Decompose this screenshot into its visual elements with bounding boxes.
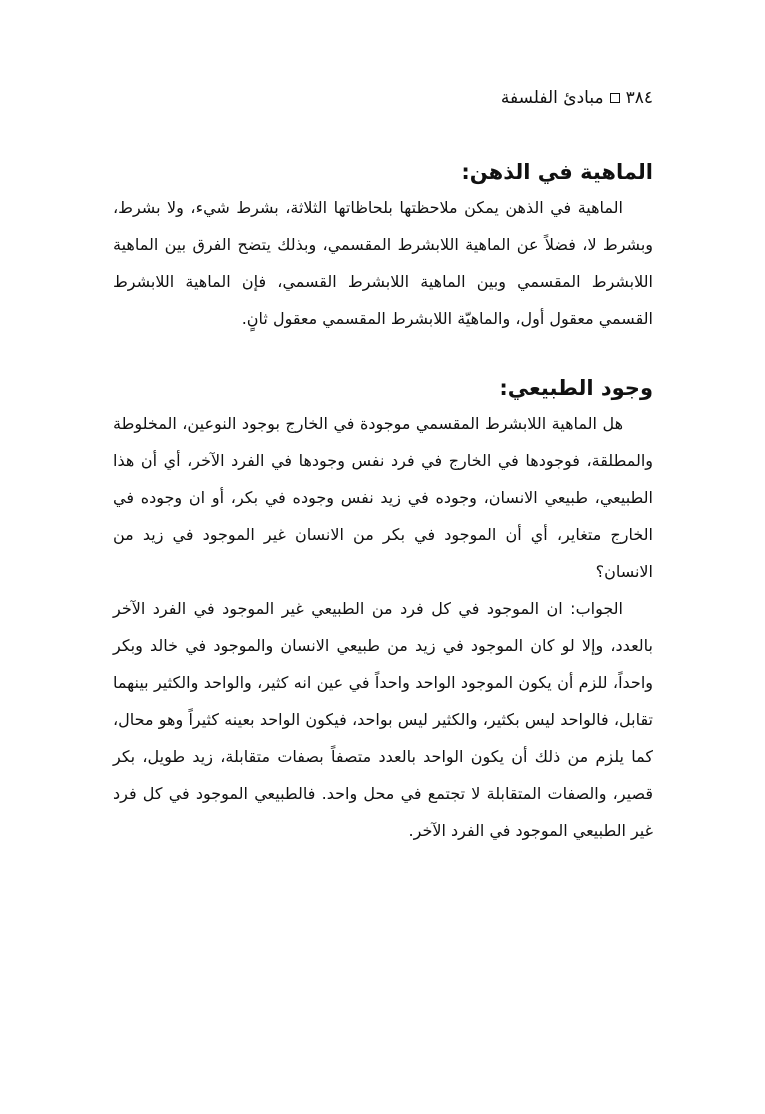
section-heading: وجود الطبيعي: [499,376,653,400]
section-heading: الماهية في الذهن: [461,160,653,184]
page-number: ٣٨٤ [625,88,653,108]
section-wujud-al-tabii [113,371,653,849]
square-separator-icon [610,93,620,103]
book-title: مبادئ الفلسفة [500,88,604,108]
paragraph: هل الماهية اللابشرط المقسمي موجودة في الخارج بوجود النوعين، المخلوطة والمطلقة، فوجودها في الخارج في فرد نفس وجودها في الفرد الآخر، أي أن هذا الطبيعي، طبيعي الانسان، وجوده في زيد نفس وجوده في بكر، أو ان وجوده في الخارج متغاير، أي أن الموجود في بكر من الانسان غير الموجود في زيد من الانسان؟ [113,414,653,581]
running-header [501,88,653,108]
paragraph: الماهية في الذهن يمكن ملاحظتها بلحاظاتها الثلاثة، بشرط شيء، ولا بشرط، وبشرط لا، فضلاً عن الماهية اللابشرط المقسمي، وبذلك يتضح الفرق بين الماهية اللابشرط المقسمي وبين الماهية اللابشرط القسمي، فإن الماهية اللابشرط القسمي معقول أول، والماهيّة اللابشرط المقسمي معقول ثانٍ. [113,198,653,328]
section-mahiya-fi-al-dhihn [113,155,653,337]
paragraph: الجواب: ان الموجود في كل فرد من الطبيعي غير الموجود في الفرد الآخر بالعدد، وإلا لو كان الموجود في زيد من طبيعي الانسان والموجود في خالد وبكر واحداً، للزم أن يكون الموجود الواحد واحداً في عين انه كثير، والواحد والكثير بينهما تقابل، فالواحد ليس بكثير، والكثير ليس بواحد، فيكون الواحد بعينه كثيراً وهو محال، كما يلزم من ذلك أن يكون الواحد بالعدد متصفاً بصفات متقابلة، زيد طويل، بكر قصير، والصفات المتقابلة لا تجتمع في محل واحد. فالطبيعي الموجود في كل فرد غير الطبيعي الموجود في الفرد الآخر. [113,599,653,840]
page-body [113,155,653,849]
